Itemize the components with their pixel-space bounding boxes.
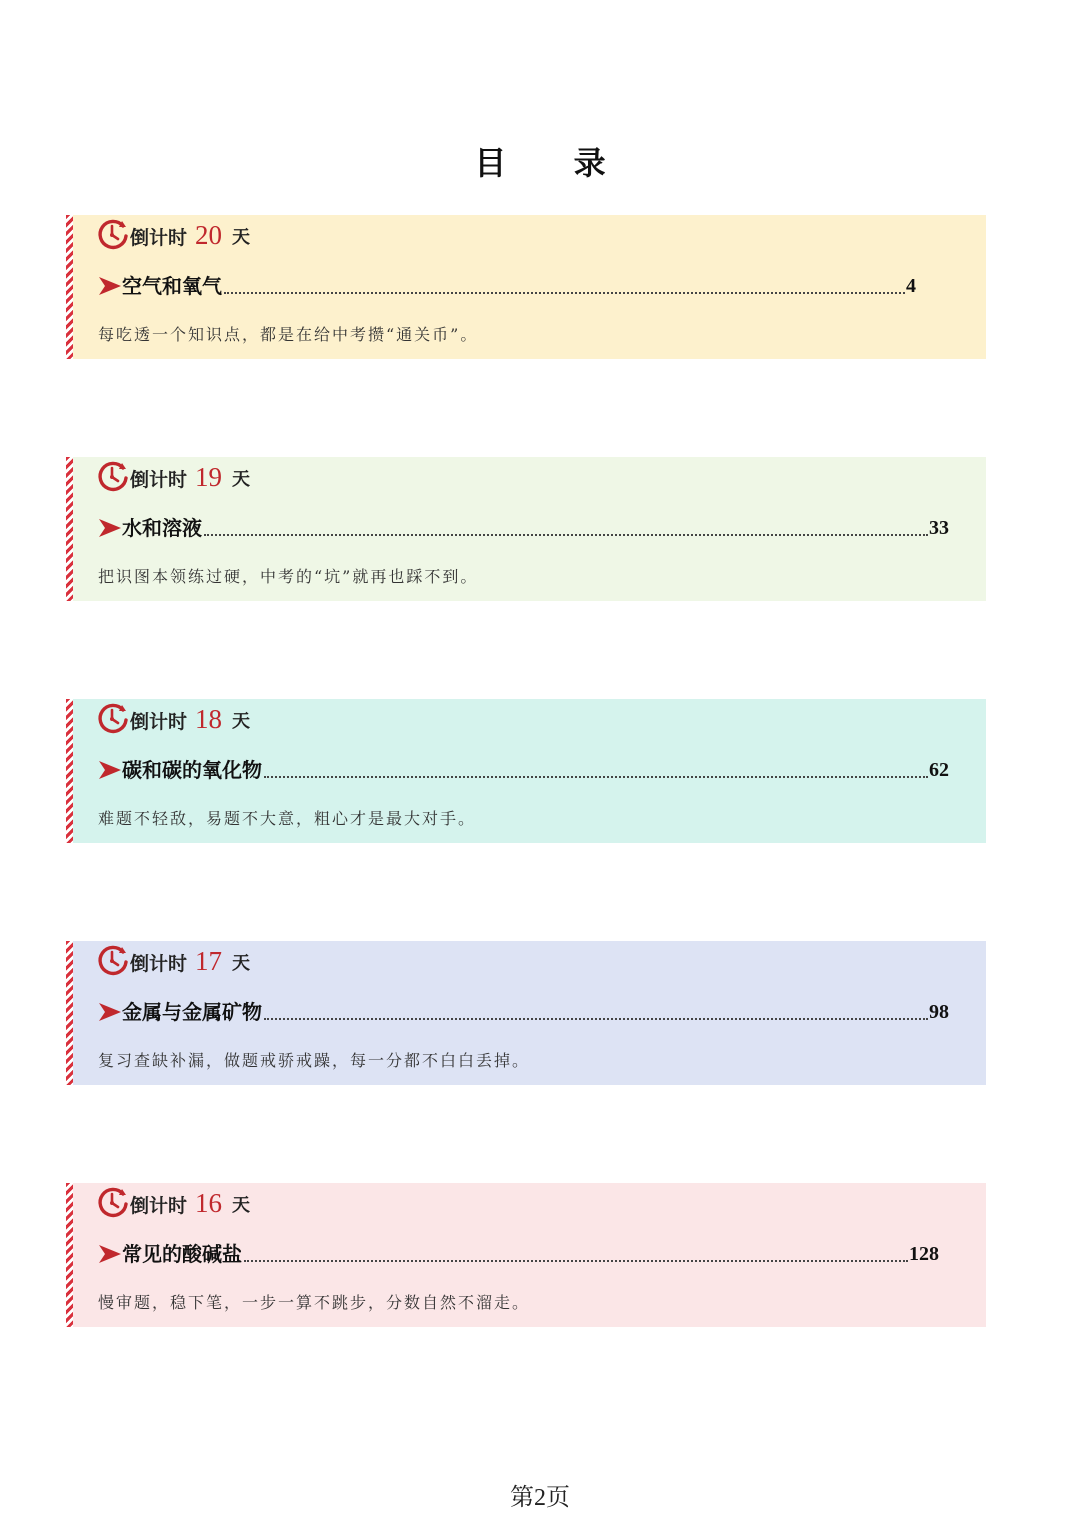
toc-entry-page-number: 4 [906,275,916,297]
toc-entry[interactable] [98,512,949,542]
decorative-stripe [66,457,73,601]
toc-entry-title: 碳和碳的氧化物 [122,758,262,782]
toc-section [66,215,986,359]
decorative-stripe [66,941,73,1085]
dot-leader [204,533,928,536]
toc-entry[interactable] [98,1238,939,1268]
toc-entry-title: 水和溶液 [122,516,202,540]
countdown-label: 倒计时 [130,468,188,491]
toc-entry-title: 空气和氧气 [122,274,222,298]
countdown-unit: 天 [232,953,251,974]
countdown-unit: 天 [232,469,251,490]
countdown-day-number: 17 [195,945,223,976]
countdown-unit: 天 [232,227,251,248]
motto-text: 复习查缺补漏，做题戒骄戒躁，每一分都不白白丢掉。 [98,1051,531,1070]
countdown-unit: 天 [232,1195,251,1216]
clock-icon [96,1185,130,1219]
toc-entry-title: 常见的酸碱盐 [122,1242,242,1266]
toc-section [66,457,986,601]
toc-entry-page-number: 62 [929,759,949,781]
countdown-heading [96,459,250,493]
decorative-stripe [66,215,73,359]
countdown-label: 倒计时 [130,710,188,733]
clock-icon [96,943,130,977]
page-title: 目 录 [474,144,634,182]
toc-section [66,941,986,1085]
toc-entry-page-number: 33 [929,517,949,539]
countdown-label: 倒计时 [130,952,188,975]
countdown-label: 倒计时 [130,226,188,249]
arrow-right-icon [98,759,122,781]
clock-icon [96,459,130,493]
toc-section [66,1183,986,1327]
toc-entry-page-number: 128 [909,1243,939,1265]
countdown-heading [96,701,250,735]
toc-entry[interactable] [98,996,949,1026]
dot-leader [264,775,928,778]
toc-section [66,699,986,843]
dot-leader [224,291,905,294]
countdown-heading [96,217,250,251]
motto-text: 慢审题，稳下笔，一步一算不跳步，分数自然不溜走。 [98,1293,531,1312]
decorative-stripe [66,1183,73,1327]
toc-entry[interactable] [98,754,949,784]
dot-leader [244,1259,908,1262]
countdown-unit: 天 [232,711,251,732]
arrow-right-icon [98,275,122,297]
arrow-right-icon [98,1001,122,1023]
arrow-right-icon [98,1243,122,1265]
countdown-heading [96,1185,250,1219]
page-number: 第2页 [510,1485,570,1511]
decorative-stripe [66,699,73,843]
toc-entry[interactable] [98,270,916,300]
clock-icon [96,217,130,251]
arrow-right-icon [98,517,122,539]
countdown-label: 倒计时 [130,1194,188,1217]
toc-entry-page-number: 98 [929,1001,949,1023]
motto-text: 把识图本领练过硬，中考的“坑”就再也踩不到。 [98,567,479,586]
motto-text: 每吃透一个知识点，都是在给中考攒“通关币”。 [98,325,479,344]
countdown-day-number: 20 [195,219,223,250]
countdown-day-number: 18 [195,703,223,734]
motto-text: 难题不轻敌，易题不大意，粗心才是最大对手。 [98,809,477,828]
dot-leader [264,1017,928,1020]
countdown-day-number: 19 [195,461,223,492]
countdown-heading [96,943,250,977]
clock-icon [96,701,130,735]
toc-entry-title: 金属与金属矿物 [122,1000,262,1024]
countdown-day-number: 16 [195,1187,223,1218]
